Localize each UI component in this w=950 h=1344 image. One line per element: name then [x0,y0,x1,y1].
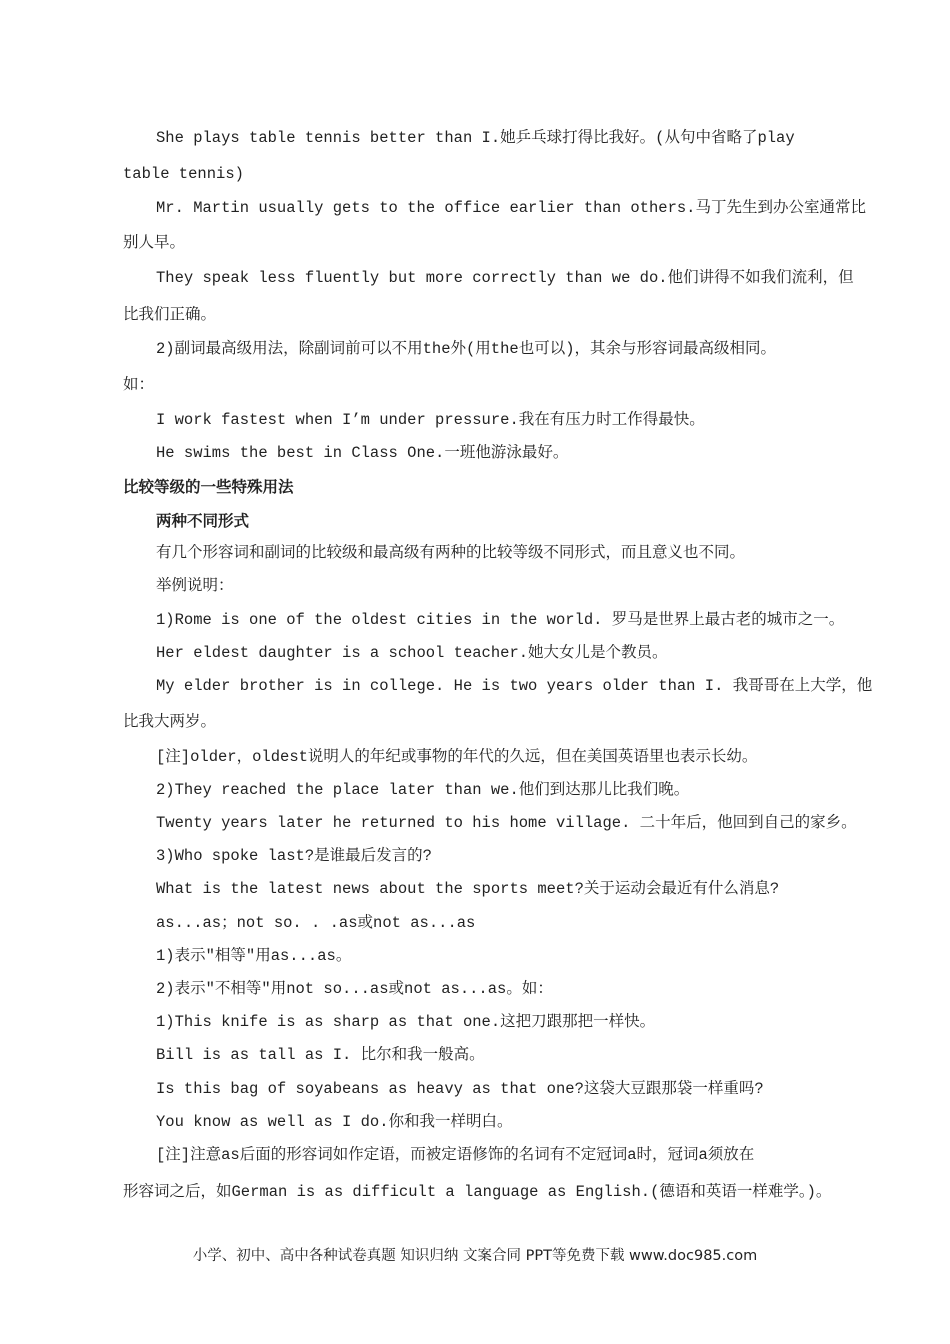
text-line: 3)Who spoke last?是谁最后发言的? [156,847,432,865]
text-line: 有几个形容词和副词的比较级和最高级有两种的比较等级不同形式，而且意义也不同。 [156,544,746,562]
text-line: Bill is as tall as I. 比尔和我一般高。 [156,1046,485,1064]
text-line: [注]older，oldest说明人的年纪或事物的年代的久远，但在美国英语里也表示长幼。 [156,748,758,766]
text-line: 1)表示"相等"用as...as。 [156,947,352,965]
text-line: as...as；not so. . .as或not as...as [156,914,476,932]
text-line: I work fastest when I’m under pressure.我在有压力时工作得最快。 [156,411,705,429]
text-line: 别人早。 [123,234,186,252]
text-line: table tennis) [123,165,244,183]
subsection-heading: 两种不同形式 [156,512,250,530]
page-footer: 小学、初中、高中各种试卷真题 知识归纳 文案合同 PPT等免费下载 www.doc985.com [192,1248,758,1264]
text-line: 形容词之后，如German is as difficult a language as English.(德语和英语一样难学。)。 [123,1183,832,1201]
text-line: They speak less fluently but more correctly than we do.他们讲得不如我们流利，但 [156,269,854,287]
text-line: 1)Rome is one of the oldest cities in the world. 罗马是世界上最古老的城市之一。 [156,611,845,629]
text-line: 2)表示"不相等"用not so...as或not as...as。如： [156,980,553,998]
text-line: [注]注意as后面的形容词如作定语，而被定语修饰的名词有不定冠词a时，冠词a须放在 [156,1146,755,1164]
text-line: He swims the best in Class One.一班他游泳最好。 [156,444,569,462]
text-line: 比我们正确。 [123,306,217,324]
text-line: What is the latest news about the sports meet?关于运动会最近有什么消息? [156,880,780,898]
text-line: 2)They reached the place later than we.他们到达那儿比我们晚。 [156,781,690,799]
text-line: You know as well as I do.你和我一样明白。 [156,1113,513,1131]
text-line: She plays table tennis better than I.她乒乓球打得比我好。(从句中省略了play [156,129,795,147]
text-line: 1)This knife is as sharp as that one.这把刀跟那把一样快。 [156,1013,656,1031]
text-line: Mr. Martin usually gets to the office earlier than others.马丁先生到办公室通常比 [156,199,866,217]
text-line: Her eldest daughter is a school teacher.她大女儿是个教员。 [156,644,668,662]
text-line: 比我大两岁。 [123,713,217,731]
text-line: My elder brother is in college. He is two years older than I. 我哥哥在上大学，他 [156,677,873,695]
text-line: Twenty years later he returned to his home village. 二十年后，他回到自己的家乡。 [156,814,857,832]
text-line: Is this bag of soyabeans as heavy as that one?这袋大豆跟那袋一样重吗? [156,1080,764,1098]
text-line: 2)副词最高级用法，除副词前可以不用the外(用the也可以)，其余与形容词最高级相同。 [156,340,777,358]
text-line: 举例说明： [156,577,234,595]
section-heading: 比较等级的一些特殊用法 [123,478,294,496]
text-line: 如： [123,376,155,394]
